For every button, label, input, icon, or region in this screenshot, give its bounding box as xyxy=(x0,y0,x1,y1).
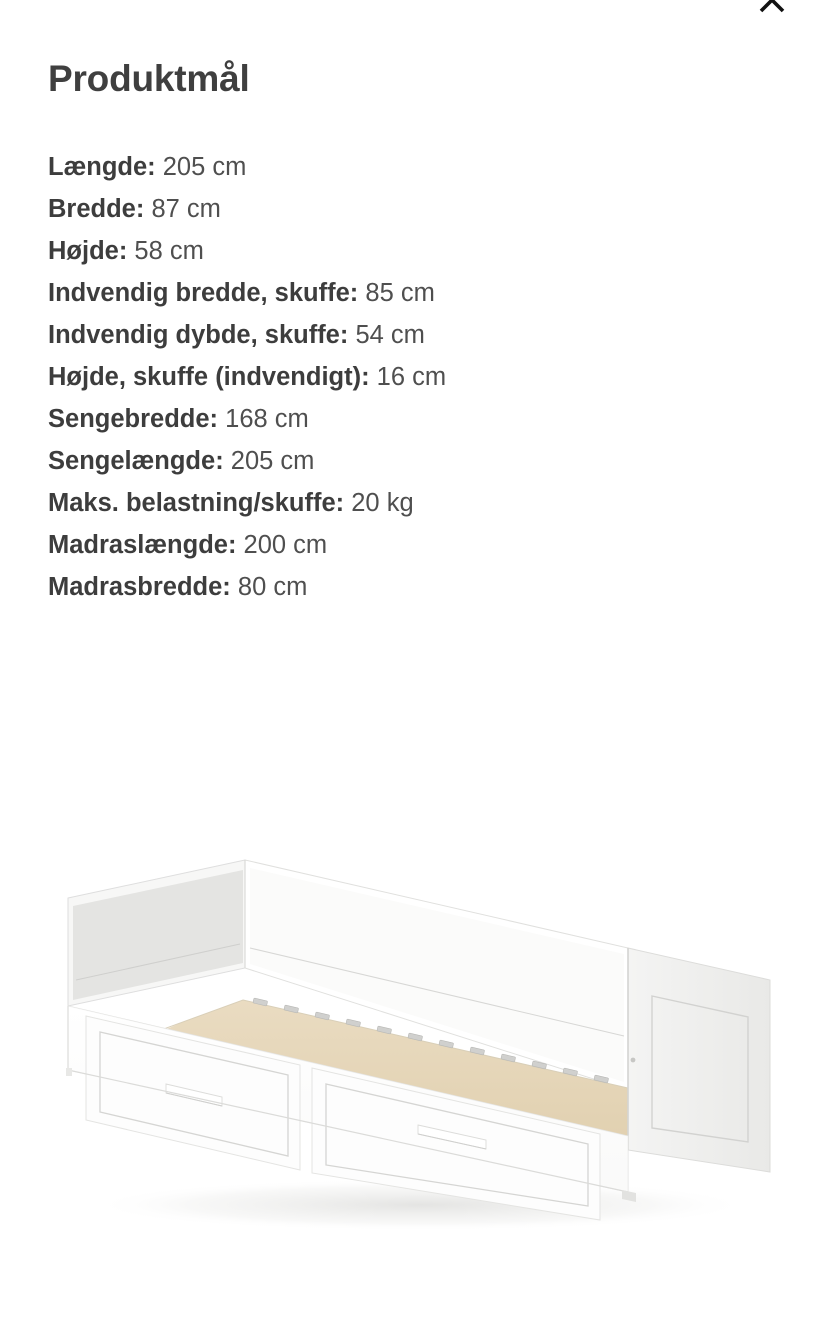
spec-row xyxy=(48,440,768,482)
spec-value: 16 cm xyxy=(376,363,447,391)
spec-row xyxy=(48,314,768,356)
spec-row xyxy=(48,146,768,188)
spec-value: 58 cm xyxy=(134,237,204,265)
close-x-icon xyxy=(755,0,789,17)
spec-row xyxy=(48,356,768,398)
spec-value: 205 cm xyxy=(162,153,247,181)
product-measurements-list xyxy=(48,146,768,608)
spec-value: 200 cm xyxy=(243,531,328,559)
spec-label: Madrasbredde: xyxy=(48,573,231,601)
spec-row xyxy=(48,398,768,440)
spec-value: 85 cm xyxy=(365,279,435,307)
spec-row xyxy=(48,524,768,566)
spec-row xyxy=(48,188,768,230)
spec-label: Madraslængde: xyxy=(48,531,237,559)
spec-label: Indvendig dybde, skuffe: xyxy=(48,321,349,349)
page-title: Produktmål xyxy=(48,58,250,99)
daybed-illustration xyxy=(0,820,828,1240)
spec-label: Sengelængde: xyxy=(48,447,224,475)
spec-label: Bredde: xyxy=(48,195,145,223)
spec-value: 54 cm xyxy=(355,321,425,349)
spec-row xyxy=(48,482,768,524)
close-dialog-button[interactable] xyxy=(746,0,798,26)
spec-label: Højde: xyxy=(48,237,128,265)
spec-row xyxy=(48,272,768,314)
spec-row xyxy=(48,230,768,272)
spec-label: Maks. belastning/skuffe: xyxy=(48,489,345,517)
spec-value: 168 cm xyxy=(225,405,309,433)
spec-label: Højde, skuffe (indvendigt): xyxy=(48,363,370,391)
spec-row xyxy=(48,566,768,608)
spec-value: 80 cm xyxy=(237,573,308,601)
spec-value: 20 kg xyxy=(351,489,414,517)
spec-label: Længde: xyxy=(48,153,156,181)
spec-value: 205 cm xyxy=(230,447,315,475)
spec-label: Sengebredde: xyxy=(48,405,219,433)
spec-value: 87 cm xyxy=(151,195,221,223)
product-image xyxy=(0,820,828,1240)
spec-label: Indvendig bredde, skuffe: xyxy=(48,279,359,307)
